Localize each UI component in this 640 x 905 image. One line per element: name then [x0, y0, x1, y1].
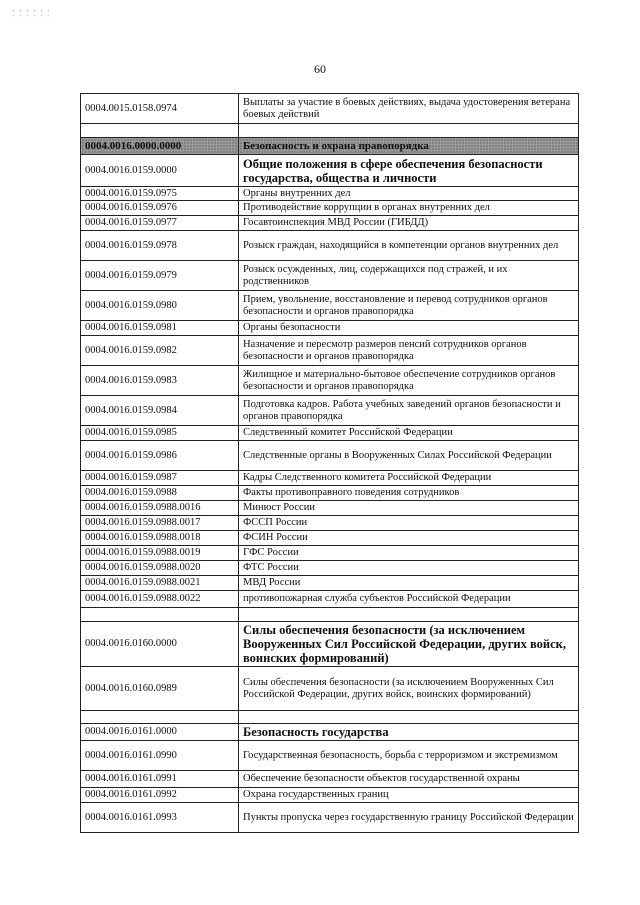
code-cell: 0004.0016.0159.0976: [81, 201, 239, 216]
table-row: [81, 366, 579, 396]
description-cell: Назначение и пересмотр размеров пенсий сотрудников органов безопасности и органов правопорядка: [239, 336, 579, 366]
code-cell: 0004.0016.0159.0978: [81, 231, 239, 261]
code-cell: 0004.0016.0161.0992: [81, 788, 239, 803]
table-row: [81, 576, 579, 591]
description-cell: Подготовка кадров. Работа учебных заведений органов безопасности и органов правопорядка: [239, 396, 579, 426]
description-cell: Следственные органы в Вооруженных Силах Российской Федерации: [239, 441, 579, 471]
code-cell: 0004.0016.0159.0988.0022: [81, 591, 239, 608]
description-cell: Безопасность государства: [239, 724, 579, 741]
description-cell: Розыск граждан, находящийся в компетенции органов внутренних дел: [239, 231, 579, 261]
code-cell: 0004.0016.0159.0988.0018: [81, 531, 239, 546]
description-cell: Силы обеспечения безопасности (за исключением Вооруженных Сил Российской Федерации, других войск, воинских формирований): [239, 667, 579, 711]
table-row: [81, 516, 579, 531]
code-cell: 0004.0016.0159.0988.0021: [81, 576, 239, 591]
description-cell: Органы безопасности: [239, 321, 579, 336]
table-row: [81, 336, 579, 366]
table-row: [81, 426, 579, 441]
code-cell: 0004.0016.0161.0000: [81, 724, 239, 741]
table-row: [81, 591, 579, 608]
scan-artifact: [10, 8, 50, 18]
table-row: [81, 396, 579, 426]
code-cell: 0004.0016.0161.0991: [81, 771, 239, 788]
description-cell: Государственная безопасность, борьба с терроризмом и экстремизмом: [239, 741, 579, 771]
table-row: [81, 561, 579, 576]
description-cell: [239, 711, 579, 724]
classifier-table: [80, 93, 579, 833]
page-number: 60: [314, 62, 326, 76]
table-row: [81, 261, 579, 291]
description-cell: Следственный комитет Российской Федерации: [239, 426, 579, 441]
code-cell: 0004.0016.0159.0000: [81, 155, 239, 187]
code-cell: 0004.0016.0159.0988.0016: [81, 501, 239, 516]
code-cell: [81, 124, 239, 138]
code-cell: 0004.0016.0161.0993: [81, 803, 239, 833]
description-cell: Силы обеспечения безопасности (за исключением Вооруженных Сил Российской Федерации, других войск, воинских формирований): [239, 622, 579, 667]
code-cell: 0004.0016.0159.0983: [81, 366, 239, 396]
description-cell: ФССП России: [239, 516, 579, 531]
description-cell: Противодействие коррупции в органах внутренних дел: [239, 201, 579, 216]
description-cell: противопожарная служба субъектов Российской Федерации: [239, 591, 579, 608]
code-cell: [81, 711, 239, 724]
table-row: [81, 486, 579, 501]
description-cell: Минюст России: [239, 501, 579, 516]
code-cell: 0004.0016.0159.0984: [81, 396, 239, 426]
description-cell: [239, 124, 579, 138]
description-cell: Кадры Следственного комитета Российской Федерации: [239, 471, 579, 486]
section-header-row: [81, 138, 579, 155]
code-cell: 0004.0016.0160.0000: [81, 622, 239, 667]
description-cell: Выплаты за участие в боевых действиях, выдача удостоверения ветерана боевых действий: [239, 94, 579, 124]
code-cell: 0004.0016.0160.0989: [81, 667, 239, 711]
description-cell: Безопасность и охрана правопорядка: [239, 138, 579, 155]
code-cell: 0004.0016.0159.0979: [81, 261, 239, 291]
code-cell: 0004.0016.0159.0988.0020: [81, 561, 239, 576]
code-cell: [81, 608, 239, 622]
table-row: [81, 771, 579, 788]
table-row: [81, 622, 579, 667]
description-cell: Охрана государственных границ: [239, 788, 579, 803]
table-row: [81, 321, 579, 336]
table-row: [81, 471, 579, 486]
code-cell: 0004.0016.0159.0988.0017: [81, 516, 239, 531]
table-row: [81, 94, 579, 124]
description-cell: ГФС России: [239, 546, 579, 561]
code-cell: 0004.0016.0159.0981: [81, 321, 239, 336]
code-cell: 0004.0016.0159.0985: [81, 426, 239, 441]
description-cell: [239, 608, 579, 622]
table-row: [81, 216, 579, 231]
description-cell: Жилищное и материально-бытовое обеспечение сотрудников органов безопасности и органов правопорядка: [239, 366, 579, 396]
table-row: [81, 187, 579, 201]
code-cell: 0004.0016.0159.0975: [81, 187, 239, 201]
table-row: [81, 546, 579, 561]
code-cell: 0004.0016.0159.0986: [81, 441, 239, 471]
code-cell: 0004.0016.0159.0980: [81, 291, 239, 321]
table-row: [81, 531, 579, 546]
code-cell: 0004.0016.0161.0990: [81, 741, 239, 771]
table-row: [81, 155, 579, 187]
table-row: [81, 803, 579, 833]
table-row: [81, 724, 579, 741]
description-cell: ФСИН России: [239, 531, 579, 546]
description-cell: Пункты пропуска через государственную границу Российской Федерации: [239, 803, 579, 833]
table-row: [81, 201, 579, 216]
table-row: [81, 501, 579, 516]
table-row: [81, 667, 579, 711]
table-row: [81, 231, 579, 261]
description-cell: Факты противоправного поведения сотрудников: [239, 486, 579, 501]
description-cell: Обеспечение безопасности объектов государственной охраны: [239, 771, 579, 788]
description-cell: Розыск осужденных, лиц, содержащихся под стражей, и их родственников: [239, 261, 579, 291]
code-cell: 0004.0016.0159.0982: [81, 336, 239, 366]
table-row: [81, 441, 579, 471]
code-cell: 0004.0016.0159.0988.0019: [81, 546, 239, 561]
spacer-row: [81, 608, 579, 622]
description-cell: Прием, увольнение, восстановление и перевод сотрудников органов безопасности и органов правопорядка: [239, 291, 579, 321]
description-cell: Общие положения в сфере обеспечения безопасности государства, общества и личности: [239, 155, 579, 187]
spacer-row: [81, 124, 579, 138]
description-cell: Органы внутренних дел: [239, 187, 579, 201]
code-cell: 0004.0016.0159.0987: [81, 471, 239, 486]
table-row: [81, 741, 579, 771]
description-cell: ФТС России: [239, 561, 579, 576]
table-row: [81, 788, 579, 803]
spacer-row: [81, 711, 579, 724]
description-cell: Госавтоинспекция МВД России (ГИБДД): [239, 216, 579, 231]
description-cell: МВД России: [239, 576, 579, 591]
code-cell: 0004.0015.0158.0974: [81, 94, 239, 124]
code-cell: 0004.0016.0000.0000: [81, 138, 239, 155]
code-cell: 0004.0016.0159.0977: [81, 216, 239, 231]
code-cell: 0004.0016.0159.0988: [81, 486, 239, 501]
table-row: [81, 291, 579, 321]
